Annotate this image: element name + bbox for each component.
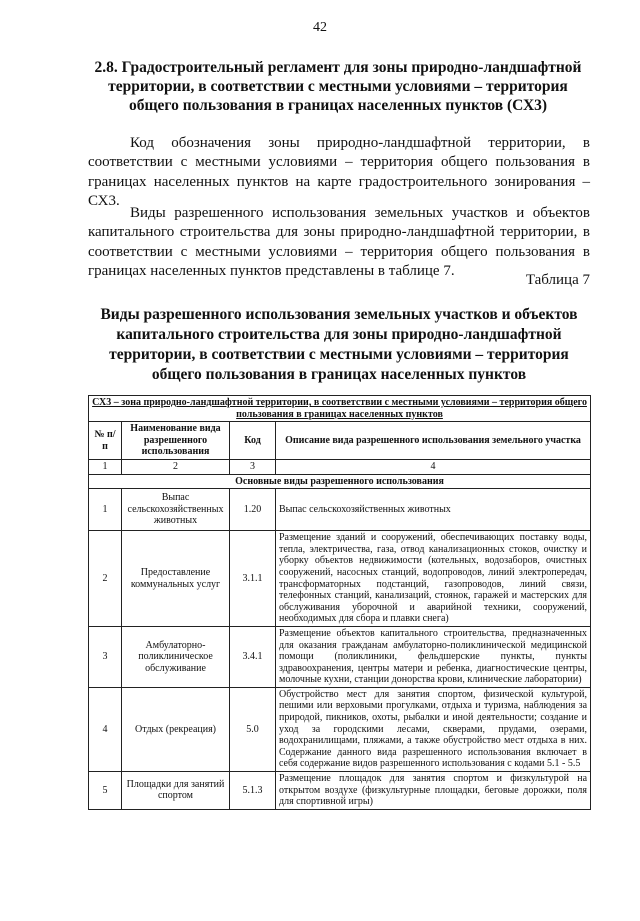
row-num: 3 xyxy=(89,626,122,687)
row-num: 2 xyxy=(89,531,122,627)
section-title: 2.8. Градостроительный регламент для зоны природно-ландшафтной территории, в соответствии с местными условиями – территория общего пользования в границах населенных пунктов (СХ3) xyxy=(94,59,582,114)
row-num: 1 xyxy=(89,489,122,531)
table-row xyxy=(89,489,591,531)
row-desc: Размещение площадок для занятия спортом и физкультурой на открытом воздухе (физкультурные площадки, беговые дорожки, поля для спортивной игры) xyxy=(276,772,591,810)
row-desc: Размещение зданий и сооружений, обеспечивающих поставку воды, тепла, электричества, газа, отвод канализационных стоков, очистку и уборку объектов недвижимости (котельных, водозаборов, очистных сооружений, насосных станций, водопроводов, линий электропередач, трансформаторных подстанций, газопроводов, линий связи, телефонных станций, канализаций, стоянок, гаражей и мастерских для обслуживания уборочной и аварийной техники, сооружений, необходимых для сбора и плавки снега) xyxy=(276,531,591,627)
row-name: Амбулаторно-поликлиническое обслуживание xyxy=(122,626,230,687)
row-name: Отдых (рекреация) xyxy=(122,687,230,771)
zone-header: СХ3 – зона природно-ландшафтной территории, в соответствии с местными условиями – территория общего пользования в границах населенных пунктов xyxy=(89,396,591,422)
paragraph-zone-code: Код обозначения зоны природно-ландшафтной территории, в соответствии с местными условиями – территория общего пользования в границах населенных пунктов на карте градостроительного зонирования – СХ3. xyxy=(88,135,590,209)
row-name: Выпас сельскохозяйственных животных xyxy=(122,489,230,531)
table-label: Таблица 7 xyxy=(525,272,590,288)
col-number: 1 xyxy=(89,459,122,474)
header-code: Код xyxy=(230,422,276,460)
table-row xyxy=(89,626,591,687)
row-desc: Размещение объектов капитального строительства, предназначенных для оказания гражданам амбулаторно-поликлинической медицинской помощи (поликлиники, фельдшерские пункты, пункты здравоохранения, центры матери и ребенка, диагностические центры, молочные кухни, станции донорства крови, клинические лаборатории) xyxy=(276,626,591,687)
col-number: 3 xyxy=(230,459,276,474)
row-desc: Обустройство мест для занятия спортом, физической культурой, пешими или верховыми прогулками, отдыха и туризма, наблюдения за природой, пикников, охоты, рыбалки и иной деятельности; создание и уход за городскими лесами, скверами, прудами, озерами, водохранилищами, пляжами, а также обустройство мест отдыха в них. Содержание данного вида разрешенного использования включает в себя содержание видов разрешенного использования с кодами 5.1 - 5.5 xyxy=(276,687,591,771)
header-name: Наименование вида разрешенного использования xyxy=(122,422,230,460)
row-code: 1.20 xyxy=(230,489,276,531)
column-number-row xyxy=(89,459,591,474)
page-number: 42 xyxy=(313,20,327,35)
row-name: Предоставление коммунальных услуг xyxy=(122,531,230,627)
row-code: 5.1.3 xyxy=(230,772,276,810)
header-desc: Описание вида разрешенного использования земельного участка xyxy=(276,422,591,460)
row-code: 3.4.1 xyxy=(230,626,276,687)
row-code: 5.0 xyxy=(230,687,276,771)
row-code: 3.1.1 xyxy=(230,531,276,627)
row-name: Площадки для занятий спортом xyxy=(122,772,230,810)
table-row xyxy=(89,687,591,771)
row-num: 4 xyxy=(89,687,122,771)
col-number: 2 xyxy=(122,459,230,474)
row-desc: Выпас сельскохозяйственных животных xyxy=(276,489,591,531)
paragraph-permitted-uses: Виды разрешенного использования земельных участков и объектов капитального строительства для зоны природно-ландшафтной территории, в соответствии с местными условиями – территория общего пользования в границах населенных пунктов представлены в таблице 7. xyxy=(88,205,590,279)
table-row xyxy=(89,531,591,627)
header-num: № п/п xyxy=(89,422,122,460)
section-row xyxy=(89,474,591,489)
table-row xyxy=(89,772,591,810)
permitted-uses-table xyxy=(88,395,591,810)
table-title: Виды разрешенного использования земельных участков и объектов капитального строительства для зоны природно-ландшафтной территории, в соответствии с местными условиями – территория общего пользования в границах населенных пунктов xyxy=(100,306,578,383)
col-number: 4 xyxy=(276,459,591,474)
row-num: 5 xyxy=(89,772,122,810)
section-row-label: Основные виды разрешенного использования xyxy=(89,474,591,489)
zone-header-row xyxy=(89,396,591,422)
table-header-row xyxy=(89,422,591,460)
